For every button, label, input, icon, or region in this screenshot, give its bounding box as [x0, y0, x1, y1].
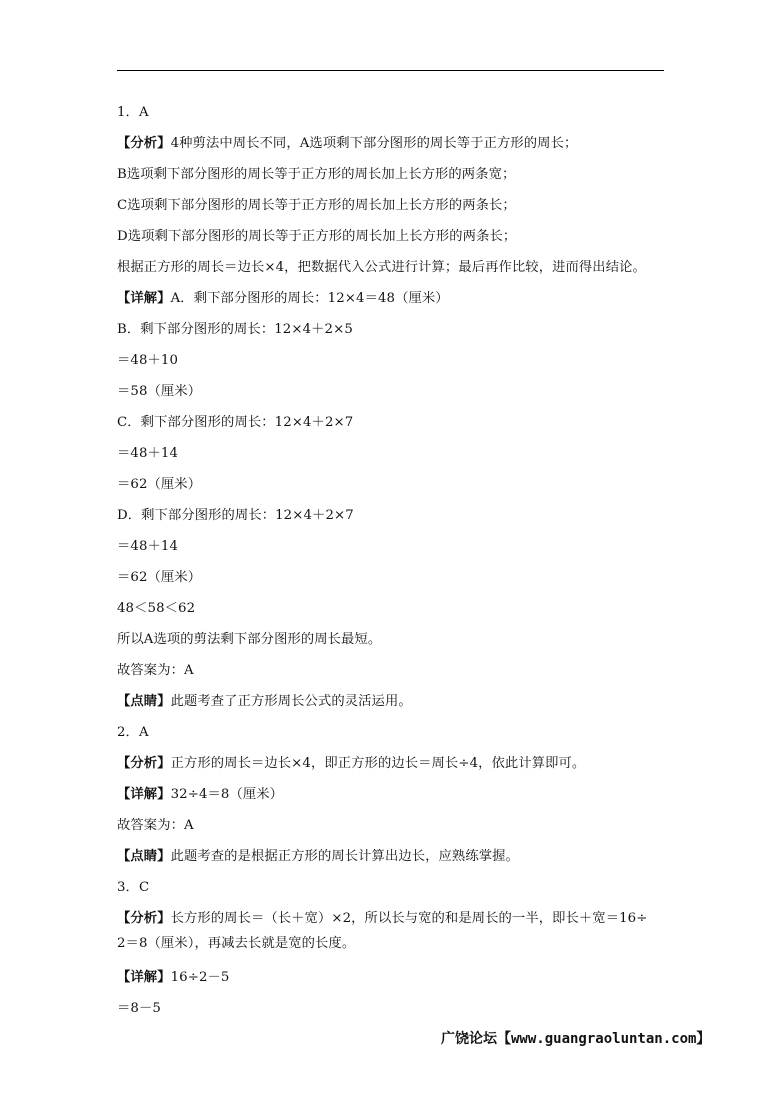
footer-site-name: 广饶论坛 [441, 1031, 497, 1047]
text-line [117, 562, 677, 593]
text-line [117, 500, 677, 531]
section-tag: 【分析】 [117, 756, 171, 771]
text-line [117, 97, 677, 128]
line-text: ＝62（厘米） [117, 477, 202, 492]
section-tag: 【详解】 [117, 970, 171, 985]
line-text: ＝48＋14 [117, 539, 179, 554]
text-line [117, 872, 677, 903]
line-text: 48＜58＜62 [117, 601, 196, 616]
line-text: D选项剩下部分图形的周长等于正方形的周长加上长方形的两条长； [117, 229, 517, 244]
text-line [117, 221, 677, 252]
line-text: ＝62（厘米） [117, 570, 202, 585]
text-line [117, 624, 677, 655]
text-line [117, 903, 677, 934]
header-rule [117, 70, 664, 71]
line-text: C选项剩下部分图形的周长等于正方形的周长加上长方形的两条长； [117, 198, 516, 213]
text-line [117, 717, 677, 748]
line-text: 故答案为：A [117, 663, 194, 678]
footer-url: 【www.guangraoluntan.com】 [497, 1031, 711, 1047]
section-tag: 【分析】 [117, 136, 171, 151]
answer-document [117, 97, 677, 1024]
line-text: ＝8－5 [117, 1001, 161, 1016]
text-line [117, 993, 677, 1024]
section-tag: 【详解】 [117, 787, 171, 802]
text-line [117, 190, 677, 221]
line-text: 3．C [117, 880, 150, 895]
text-line [117, 159, 677, 190]
section-tag: 【点睛】 [117, 694, 171, 709]
line-text: 所以A选项的剪法剩下部分图形的周长最短。 [117, 632, 382, 647]
line-text: 32÷4＝8（厘米） [170, 787, 284, 802]
text-line [117, 128, 677, 159]
text-line [117, 593, 677, 624]
text-line [117, 962, 677, 993]
line-text: B选项剩下部分图形的周长等于正方形的周长加上长方形的两条宽； [117, 167, 516, 182]
line-text: 此题考查的是根据正方形的周长计算出边长，应熟练掌握。 [170, 849, 519, 864]
text-line [117, 779, 677, 810]
text-line [117, 283, 677, 314]
line-text: ＝48＋10 [117, 353, 179, 368]
text-line [117, 345, 677, 376]
text-line [117, 841, 677, 872]
text-line [117, 810, 677, 841]
line-text: B．剩下部分图形的周长：12×4＋2×5 [117, 322, 353, 337]
text-line [117, 469, 677, 500]
section-tag: 【分析】 [117, 911, 171, 926]
line-text: 正方形的周长＝边长×4，即正方形的边长＝周长÷4，依此计算即可。 [170, 756, 586, 771]
footer-watermark [441, 1028, 710, 1048]
line-text: 此题考查了正方形周长公式的灵活运用。 [170, 694, 412, 709]
line-text: 故答案为：A [117, 818, 194, 833]
line-text: 2＝8（厘米），再减去长就是宽的长度。 [117, 936, 356, 951]
line-text: ＝48＋14 [117, 446, 179, 461]
text-line [117, 655, 677, 686]
line-text: 4种剪法中周长不同，A选项剩下部分图形的周长等于正方形的周长； [170, 136, 578, 151]
section-tag: 【详解】 [117, 291, 171, 306]
line-text: 根据正方形的周长＝边长×4，把数据代入公式进行计算；最后再作比较，进而得出结论。 [117, 260, 646, 275]
text-line [117, 686, 677, 717]
line-text: ＝58（厘米） [117, 384, 202, 399]
line-text: 2．A [117, 725, 149, 740]
line-text: 长方形的周长＝（长＋宽）×2，所以长与宽的和是周长的一半，即长＋宽＝16÷ [170, 911, 648, 926]
text-line [117, 438, 677, 469]
line-text: A．剩下部分图形的周长：12×4＝48（厘米） [170, 291, 449, 306]
line-text: C．剩下部分图形的周长：12×4＋2×7 [117, 415, 354, 430]
text-line [117, 252, 677, 283]
section-tag: 【点睛】 [117, 849, 171, 864]
text-line [117, 934, 677, 962]
line-text: D．剩下部分图形的周长：12×4＋2×7 [117, 508, 354, 523]
text-line [117, 314, 677, 345]
line-text: 16÷2－5 [170, 970, 230, 985]
text-line [117, 376, 677, 407]
line-text: 1．A [117, 105, 149, 120]
text-line [117, 531, 677, 562]
text-line [117, 748, 677, 779]
text-line [117, 407, 677, 438]
